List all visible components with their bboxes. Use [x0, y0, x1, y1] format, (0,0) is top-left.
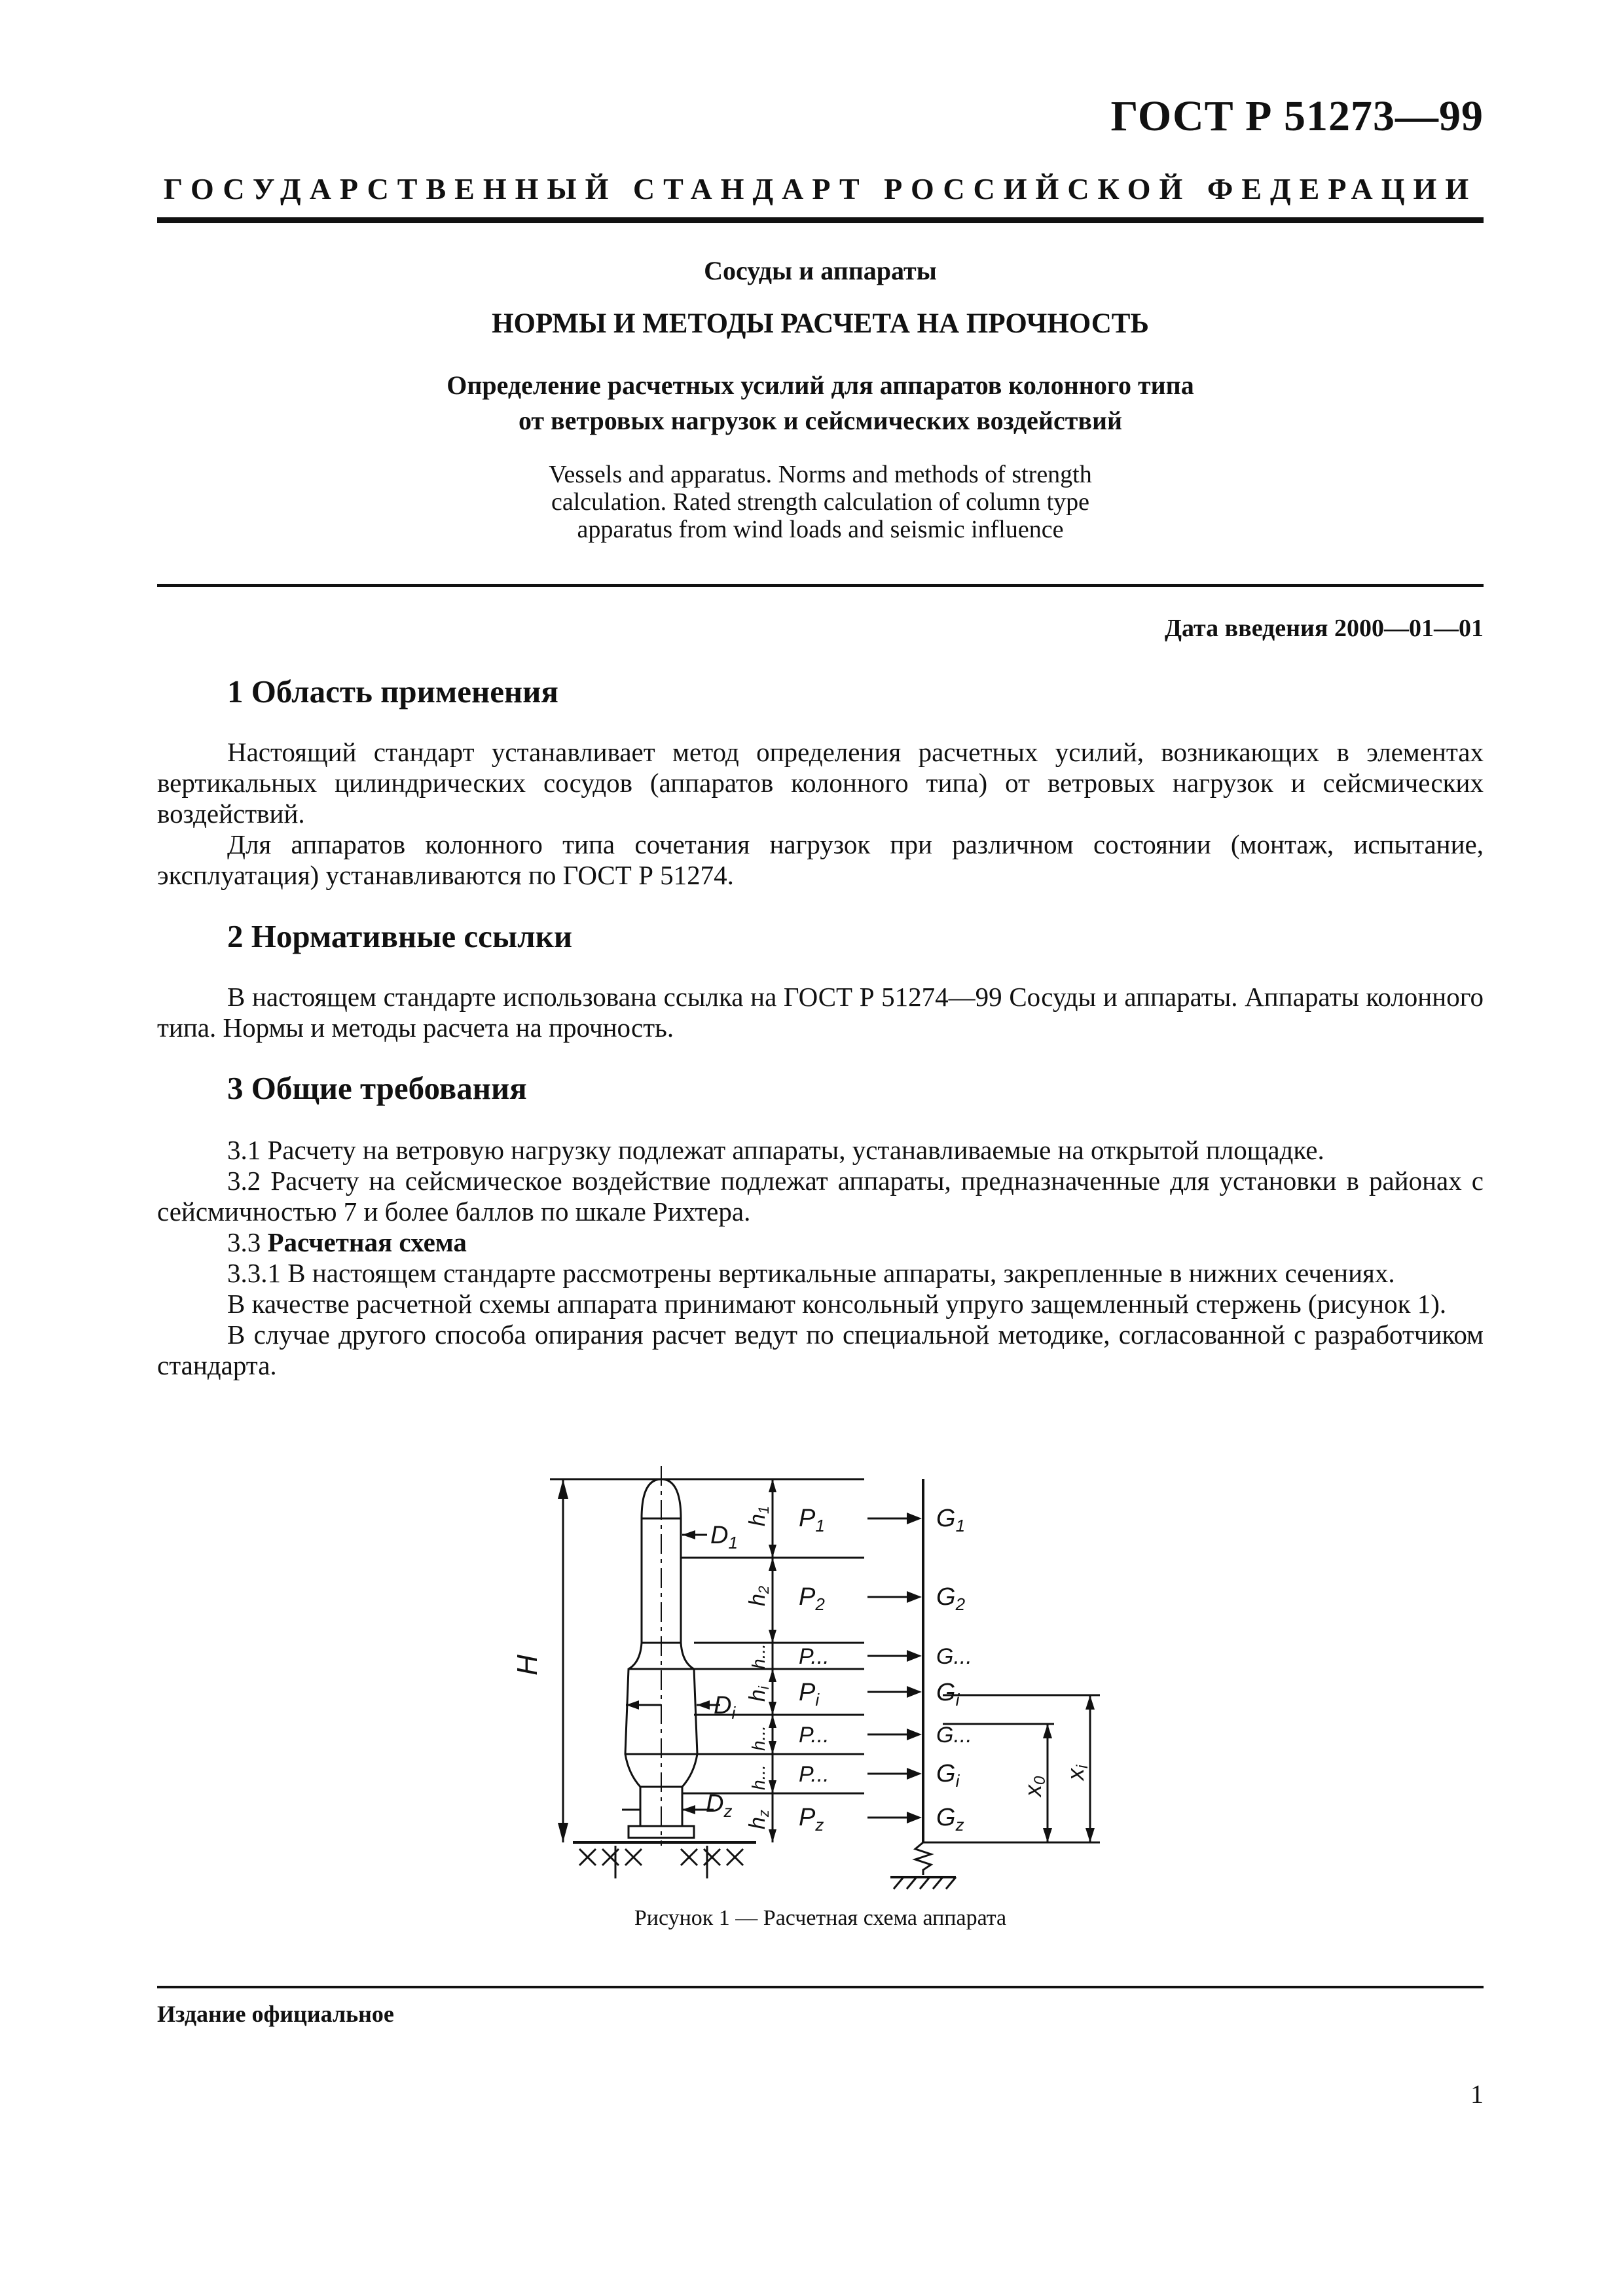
svg-text:x0	[1019, 1776, 1049, 1798]
section-3-body	[157, 1135, 1484, 1381]
label-H: H	[511, 1655, 543, 1676]
title-english	[157, 461, 1484, 543]
svg-text:Di	[714, 1692, 736, 1723]
label-x0-sub: 0	[1031, 1776, 1049, 1785]
label-G2: G	[936, 1583, 956, 1611]
label-G2-sub: 2	[955, 1594, 966, 1614]
section-1-heading: 1 Область применения	[227, 673, 558, 709]
svg-text:Gz	[936, 1804, 964, 1835]
label-hi: h	[745, 1689, 770, 1702]
svg-text:hi	[745, 1685, 772, 1702]
section-1-body	[157, 737, 1484, 891]
label-Di-sub: i	[731, 1703, 736, 1723]
label-Pz-sub: z	[815, 1815, 824, 1835]
label-P2-sub: 2	[815, 1594, 825, 1614]
label-G1-sub: 1	[955, 1516, 966, 1535]
label-xi-sub: i	[1074, 1765, 1091, 1768]
label-hz: h	[745, 1817, 770, 1829]
svg-text:Dz	[706, 1790, 732, 1821]
english-line-3: apparatus from wind loads and seismic influence	[577, 516, 1064, 543]
svg-text:D1	[710, 1522, 738, 1552]
svg-text:Pi	[799, 1679, 820, 1710]
label-xi: x	[1062, 1768, 1089, 1780]
svg-text:P1	[799, 1505, 825, 1535]
label-h1: h	[745, 1514, 770, 1526]
clause-3-1: 3.1 Расчету на ветровую нагрузку подлежат аппараты, устанавливаемые на открытой площадке.	[227, 1135, 1324, 1165]
label-Gi-2: G	[936, 1760, 956, 1787]
label-G-dots-1: G...	[936, 1644, 972, 1669]
label-P-dots-2: P...	[799, 1723, 830, 1748]
document-code: ГОСТ Р 51273—99	[1110, 92, 1484, 140]
label-G-dots-2: G...	[936, 1723, 972, 1748]
label-h-dots-3: h...	[748, 1765, 769, 1790]
label-Gi-sub: i	[955, 1690, 960, 1710]
title-subtitle	[157, 368, 1484, 439]
label-Gi: G	[936, 1679, 956, 1706]
section-3-heading: 3 Общие требования	[227, 1070, 527, 1106]
label-h-dots-2: h...	[748, 1725, 769, 1751]
state-standard-banner: ГОСУДАРСТВЕННЫЙ СТАНДАРТ РОССИЙСКОЙ ФЕДЕРАЦИИ	[163, 172, 1478, 206]
label-P1-sub: 1	[815, 1516, 825, 1535]
title-rule	[157, 584, 1484, 587]
label-hz-sub: z	[756, 1810, 772, 1818]
svg-text:xi	[1062, 1765, 1091, 1782]
clause-3-3	[157, 1227, 1484, 1258]
label-Dz-sub: z	[723, 1801, 733, 1821]
figure-1-caption: Рисунок 1 — Расчетная схема аппарата	[634, 1906, 1007, 1930]
label-Gz-sub: z	[955, 1815, 964, 1835]
svg-text:Pz	[799, 1804, 824, 1835]
label-D1: D	[710, 1522, 729, 1549]
clause-3-3-number: 3.3	[227, 1227, 261, 1257]
english-line-1: Vessels and apparatus. Norms and methods of strength	[549, 461, 1092, 488]
section-2-heading: 2 Нормативные ссылки	[227, 918, 573, 954]
label-Gz: G	[936, 1804, 956, 1831]
label-D1-sub: 1	[728, 1533, 738, 1552]
load-arrows	[867, 1513, 922, 1823]
svg-text:P2	[799, 1583, 825, 1614]
label-hi-sub: i	[756, 1686, 772, 1690]
label-P2: P	[799, 1583, 816, 1611]
svg-text:G1	[936, 1505, 965, 1535]
label-P1: P	[799, 1505, 816, 1532]
introduction-date: Дата введения 2000—01—01	[1164, 615, 1484, 642]
header-rule	[157, 217, 1484, 223]
subtitle-line-2: от ветровых нагрузок и сейсмических воздействий	[518, 406, 1123, 435]
label-Pi-sub: i	[815, 1690, 820, 1710]
label-P-dots-3: P...	[799, 1762, 830, 1787]
svg-text:G2	[936, 1583, 966, 1614]
footer-rule	[157, 1986, 1484, 1988]
clause-3-3-1-scheme: В качестве расчетной схемы аппарата принимают консольный упруго защемленный стержень (рисунок 1).	[227, 1289, 1447, 1319]
section-1-paragraph-1: Настоящий стандарт устанавливает метод определения расчетных усилий, возникающих в элементах вертикальных цилиндрических сосудов (аппаратов колонного типа) от ветровых нагрузок и сейсмических воздействий.	[157, 737, 1484, 829]
section-1-paragraph-2: Для аппаратов колонного типа сочетания нагрузок при различном состоянии (монтаж, испытание, эксплуатация) устанавливаются по ГОСТ Р 51274.	[157, 829, 1484, 890]
label-Di: D	[714, 1692, 732, 1719]
svg-text:Gi	[936, 1679, 960, 1710]
label-Dz: D	[706, 1790, 724, 1818]
label-Pi: P	[799, 1679, 816, 1706]
figure-1-design-scheme	[511, 1453, 1113, 1892]
label-h2: h	[745, 1594, 770, 1606]
label-Gi-2-sub: i	[955, 1771, 960, 1791]
foundation-hatching	[579, 1849, 743, 1865]
english-line-2: calculation. Rated strength calculation of column type	[551, 488, 1089, 516]
label-h-dots-1: h...	[748, 1643, 769, 1669]
label-x0: x	[1019, 1785, 1046, 1797]
title-main: НОРМЫ И МЕТОДЫ РАСЧЕТА НА ПРОЧНОСТЬ	[492, 308, 1149, 339]
svg-text:Gi	[936, 1760, 960, 1791]
section-2-body	[157, 982, 1484, 1043]
label-h2-sub: 2	[756, 1585, 772, 1594]
label-G1: G	[936, 1505, 956, 1532]
svg-text:h2	[745, 1586, 772, 1606]
clause-3-2: 3.2 Расчету на сейсмическое воздействие подлежат аппараты, предназначенные для установки в районах с сейсмичностью 7 и более баллов по шкале Рихтера.	[157, 1166, 1484, 1227]
edition-note: Издание официальное	[157, 2001, 394, 2027]
svg-text:h1	[745, 1506, 772, 1526]
elastic-support-spring	[915, 1842, 931, 1875]
page-number: 1	[1470, 2079, 1484, 2109]
svg-text:hz	[745, 1810, 772, 1829]
clause-3-3-title: Расчетная схема	[267, 1227, 467, 1257]
section-2-paragraph-1: В настоящем стандарте использована ссылка на ГОСТ Р 51274—99 Сосуды и аппараты. Аппараты колонного типа. Нормы и методы расчета на прочность.	[157, 982, 1484, 1043]
clause-3-3-1: 3.3.1 В настоящем стандарте рассмотрены вертикальные аппараты, закрепленные в нижних сечениях.	[227, 1258, 1395, 1288]
label-P-dots-1: P...	[799, 1644, 830, 1669]
clause-3-3-1-other-support: В случае другого способа опирания расчет ведут по специальной методике, согласованной с разработчиком стандарта.	[157, 1319, 1484, 1380]
label-h1-sub: 1	[756, 1505, 772, 1515]
title-series: Сосуды и аппараты	[704, 256, 937, 285]
label-Pz: P	[799, 1804, 816, 1831]
subtitle-line-1: Определение расчетных усилий для аппаратов колонного типа	[447, 370, 1194, 400]
